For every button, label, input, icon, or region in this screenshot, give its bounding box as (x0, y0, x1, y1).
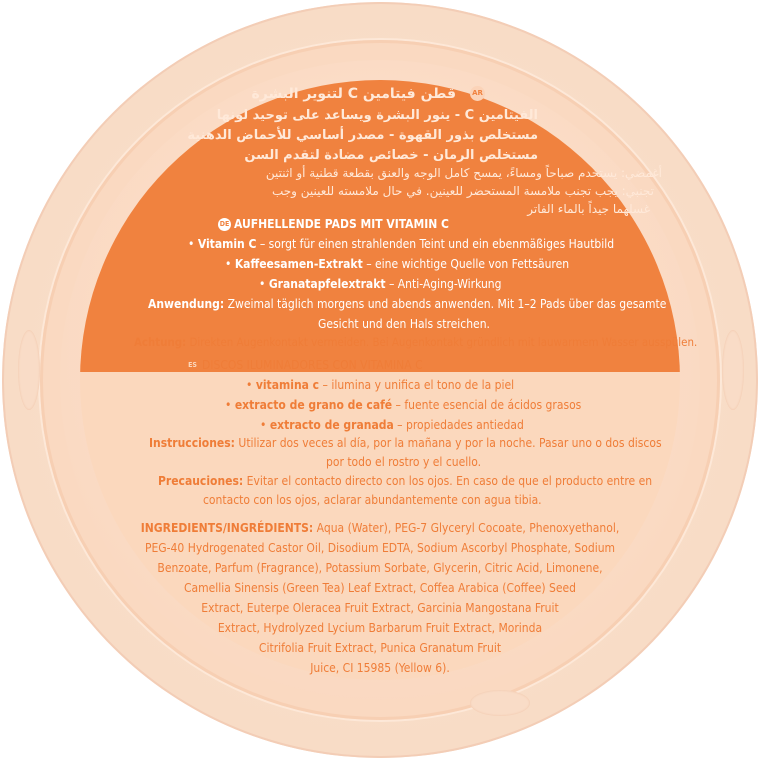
spanish-title: DISCOS ILUMINADORES CON VITAMINA C (202, 358, 423, 372)
german-bullet-1-name: Vitamin C (197, 237, 257, 251)
ingredients-label: INGREDIENTS/INGRÉDIENTS: (140, 521, 314, 535)
spanish-precautions-label: Precauciones: (158, 474, 244, 488)
spanish-precautions-line-2: contacto con los ojos, aclarar abundantemente con agua tibia. (203, 493, 542, 507)
ingredients-line-3: Benzoate, Parfum (Fragrance), Potassium Sorbate, Glycerin, Citric Acid, Limonene, (157, 561, 603, 575)
spanish-precautions-line-1 (158, 472, 652, 492)
german-bullet-3-name: Granatapfelextrakt (268, 277, 386, 291)
ingredients-line-8: Juice, CI 15985 (Yellow 6). (310, 661, 450, 675)
arabic-line-5: تجنبي: يجب تجنب ملامسة المستحضر للعينين. في حال ملامسته للعينين وجب (271, 184, 654, 198)
arabic-line-3: مستخلص الرمان - خصائص مضادة لتقدم السن (244, 148, 538, 163)
german-bullet-3-text: – Anti-Aging-Wirkung (385, 277, 502, 291)
spanish-bullet-1: • vitamina c – ilumina y unifica el tono de la piel (246, 378, 515, 392)
german-bullet-1-text: – sorgt für einen strahlenden Teint und ein ebenmäßiges Hautbild (256, 237, 615, 251)
ingredients-line-4: Camellia Sinensis (Green Tea) Leaf Extract, Coffea Arabica (Coffee) Seed (183, 581, 577, 595)
spanish-usage-line-1 (149, 434, 662, 454)
ingredients-line-6: Extract, Hydrolyzed Lycium Barbarum Fruit Extract, Morinda (217, 621, 543, 635)
spanish-bullet-2-text: – fuente esencial de ácidos grasos (392, 398, 582, 412)
german-usage-line-2: Gesicht und den Hals streichen. (318, 317, 490, 331)
arabic-line-4: أغمضي: يستخدم صباحاً ومساءً، يمسح كامل الوجه والعنق بقطعة قطنية أو اثنتين (265, 166, 662, 180)
arabic-line-6: غسلهما جيداً بالماء الفاتر (527, 202, 650, 216)
spanish-bullet-3-text: – propiedades antiedad (393, 418, 524, 432)
ingredients-line-1 (0, 518, 760, 539)
spanish-usage-label: Instrucciones: (149, 436, 235, 450)
german-bullet-2-name: Kaffeesamen-Extrakt (234, 257, 363, 271)
german-usage-line-1 (148, 295, 666, 315)
language-badge-ar: AR (470, 86, 485, 101)
german-title: AUFHELLENDE PADS MIT VITAMIN C (234, 217, 449, 231)
spanish-bullet-3-name: extracto de granada (269, 418, 394, 432)
spanish-usage-text-1: Utilizar dos veces al día, por la mañana y por la noche. Pasar uno o dos discos (234, 436, 662, 450)
arabic-title: قطن فيتامين C لتنوير البشرة (251, 86, 456, 102)
spanish-bullet-2: • extracto de grano de café – fuente esencial de ácidos grasos (225, 398, 582, 412)
german-warning (134, 333, 697, 353)
german-warning-text: Direkten Augenkontakt vermeiden. Bei Augenkontakt gründlich mit lauwarmem Wasser ausspülen. (186, 335, 698, 349)
ingredients-line-5: Extract, Euterpe Oleracea Fruit Extract, Garcinia Mangostana Fruit (201, 601, 559, 615)
spanish-precautions-text-1: Evitar el contacto directo con los ojos. En caso de que el producto entre en (243, 474, 653, 488)
arabic-line-2: مستخلص بذور القهوة - مصدر أساسي للأحماض الدهنية (187, 128, 538, 143)
german-usage-text-1: Zweimal täglich morgens und abends anwenden. Mit 1–2 Pads über das gesamte (224, 297, 667, 311)
german-warning-label: Achtung: (134, 335, 187, 349)
language-badge-es: ES (186, 359, 199, 372)
german-usage-label: Anwendung: (148, 297, 225, 311)
german-bullet-1: • Vitamin C – sorgt für einen strahlenden Teint und ein ebenmäßiges Hautbild (188, 237, 615, 251)
lid-notch-bottom (470, 690, 530, 716)
ingredients-line-2: PEG-40 Hydrogenated Castor Oil, Disodium EDTA, Sodium Ascorbyl Phosphate, Sodium (144, 541, 616, 555)
spanish-bullet-3: • extracto de granada – propiedades antiedad (260, 418, 524, 432)
lid-notch-right (722, 330, 744, 410)
spanish-title-row (186, 356, 423, 376)
lid-notch-left (18, 330, 40, 410)
arabic-line-1: الفيتامين C - ينور البشرة ويساعد على توحيد لونها (216, 108, 538, 123)
language-badge-de: DE (218, 218, 231, 231)
german-bullet-2: • Kaffeesamen-Extrakt – eine wichtige Quelle von Fettsäuren (225, 257, 570, 271)
spanish-bullet-2-name: extracto de grano de café (234, 398, 393, 412)
spanish-bullet-1-text: – ilumina y unifica el tono de la piel (319, 378, 515, 392)
ingredients-text-1: Aqua (Water), PEG-7 Glyceryl Cocoate, Phenoxyethanol, (313, 521, 620, 535)
german-title-row (218, 215, 449, 235)
german-bullet-2-text: – eine wichtige Quelle von Fettsäuren (362, 257, 570, 271)
ingredients-line-7: Citrifolia Fruit Extract, Punica Granatum Fruit (258, 641, 502, 655)
spanish-usage-line-2: por todo el rostro y el cuello. (326, 455, 482, 469)
spanish-bullet-1-name: vitamina c (255, 378, 320, 392)
german-bullet-3: • Granatapfelextrakt – Anti-Aging-Wirkung (259, 277, 502, 291)
